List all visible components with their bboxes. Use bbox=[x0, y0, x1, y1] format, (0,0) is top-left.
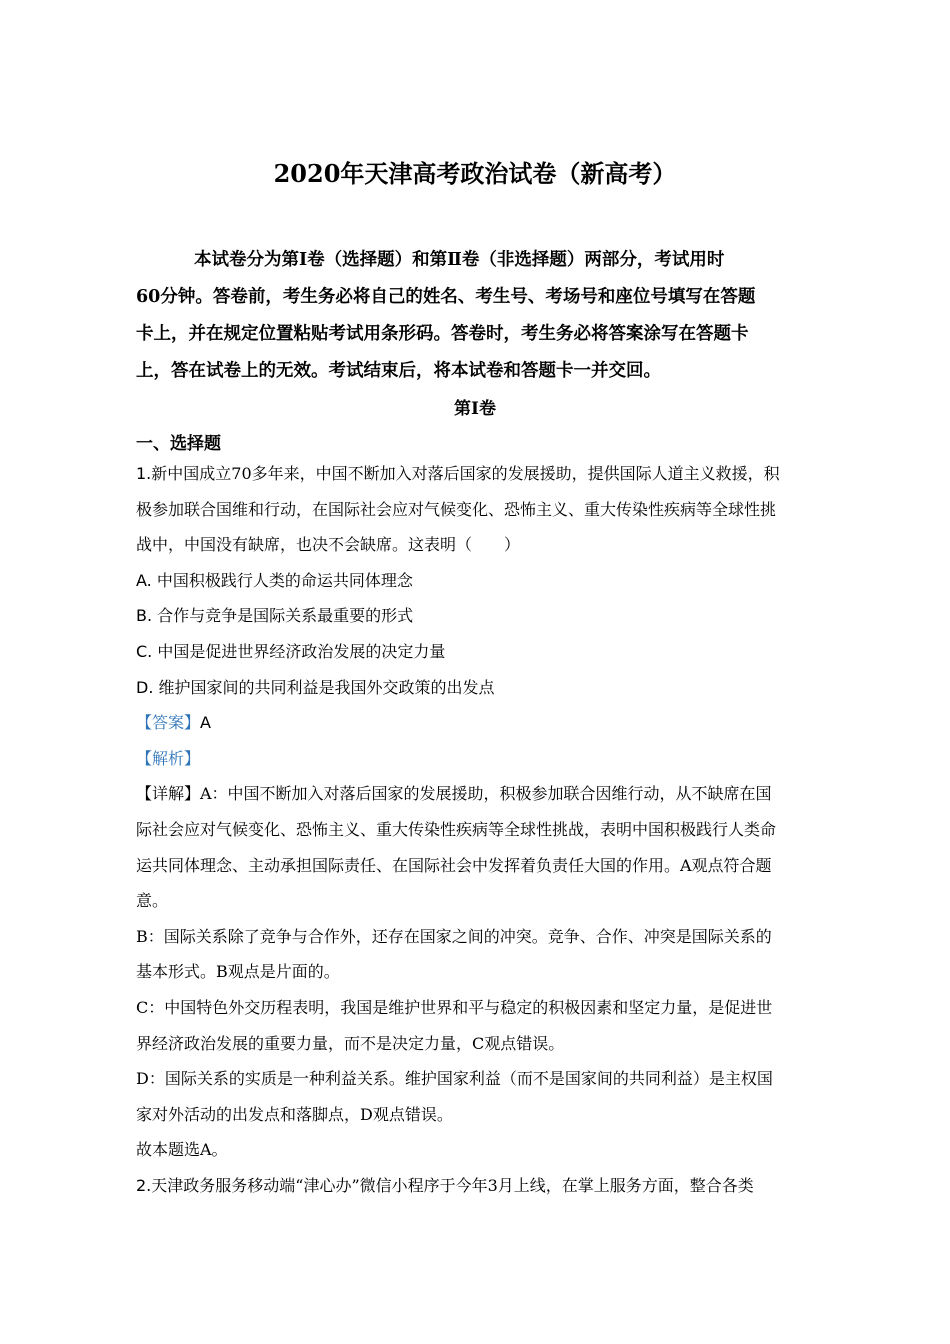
option-text: 中国积极践行人类的命运共同体理念 bbox=[151, 570, 413, 590]
question-stem-line: 极参加联合国维和行动，在国际社会应对气候变化、恐怖主义、重大传染性疾病等全球性挑 bbox=[136, 499, 777, 519]
detail-line: 基本形式。B观点是片面的。 bbox=[136, 962, 340, 982]
question-1 bbox=[136, 456, 826, 1203]
exam-instructions bbox=[136, 242, 816, 390]
option-c bbox=[136, 634, 826, 670]
option-letter: C. bbox=[136, 641, 153, 661]
part-heading: 一、选择题 bbox=[136, 434, 221, 454]
detail-line: 意。 bbox=[136, 891, 169, 911]
option-letter: D. bbox=[136, 677, 154, 697]
option-d bbox=[136, 670, 826, 706]
instruction-line: 卡上，并在规定位置粘贴考试用条形码。答卷时，考生务必将答案涂写在答题卡 bbox=[136, 324, 749, 344]
detail-line: D：国际关系的实质是一种利益关系。维护国家利益（而不是国家间的共同利益）是主权国 bbox=[136, 1069, 773, 1089]
option-a bbox=[136, 563, 826, 599]
answer-tag: 【答案】 bbox=[136, 713, 201, 733]
detail-line: 际社会应对气候变化、恐怖主义、重大传染性疾病等全球性挑战，表明中国积极践行人类命 bbox=[136, 819, 777, 839]
instruction-line: 上，答在试卷上的无效。考试结束后，将本试卷和答题卡一并交回。 bbox=[136, 361, 661, 381]
section-title: 第Ⅰ卷 bbox=[454, 399, 496, 419]
detail-line: 家对外活动的出发点和落脚点，D观点错误。 bbox=[136, 1104, 453, 1124]
option-b bbox=[136, 598, 826, 634]
instruction-line: 60分钟。答卷前，考生务必将自己的姓名、考生号、考场号和座位号填写在答题 bbox=[136, 287, 756, 307]
analysis-tag: 【解析】 bbox=[136, 748, 201, 768]
question-stem-line: 战中，中国没有缺席，也决不会缺席。这表明（ ） bbox=[136, 535, 521, 555]
question-number: 2. bbox=[136, 1175, 152, 1195]
option-letter: A. bbox=[136, 570, 152, 590]
detail-line: 【详解】A：中国不断加入对落后国家的发展援助，积极参加联合因维行动，从不缺席在国 bbox=[136, 784, 772, 804]
question-stem-line: 1.新中国成立70多年来，中国不断加入对落后国家的发展援助，提供国际人道主义救援，积 bbox=[136, 464, 780, 483]
answer-line bbox=[136, 705, 826, 741]
analysis-line bbox=[136, 741, 826, 777]
answer-value: A bbox=[200, 713, 211, 733]
detail-line: C：中国特色外交历程表明，我国是维护世界和平与稳定的积极因素和坚定力量，是促进世 bbox=[136, 997, 773, 1017]
option-text: 中国是促进世界经济政治发展的决定力量 bbox=[152, 641, 446, 661]
instruction-line: 本试卷分为第Ⅰ卷（选择题）和第Ⅱ卷（非选择题）两部分，考试用时 bbox=[194, 250, 725, 270]
option-text: 维护国家间的共同利益是我国外交政策的出发点 bbox=[153, 677, 495, 697]
option-letter: B. bbox=[136, 606, 153, 626]
question-2-stem-line: 2.天津政务服务移动端“津心办”微信小程序于今年3月上线，在掌上服务方面，整合各类 bbox=[136, 1175, 754, 1195]
question-number: 1. bbox=[136, 464, 152, 483]
option-text: 合作与竞争是国际关系最重要的形式 bbox=[152, 606, 414, 626]
detail-line: 界经济政治发展的重要力量，而不是决定力量，C观点错误。 bbox=[136, 1033, 565, 1053]
detail-line: 故本题选A。 bbox=[136, 1140, 228, 1160]
detail-line: 运共同体理念、主动承担国际责任、在国际社会中发挥着负责任大国的作用。A观点符合题 bbox=[136, 855, 772, 875]
document-title: 2020年天津高考政治试卷（新高考） bbox=[273, 159, 677, 188]
detail-line: B：国际关系除了竞争与合作外，还存在国家之间的冲突。竞争、合作、冲突是国际关系的 bbox=[136, 926, 772, 946]
